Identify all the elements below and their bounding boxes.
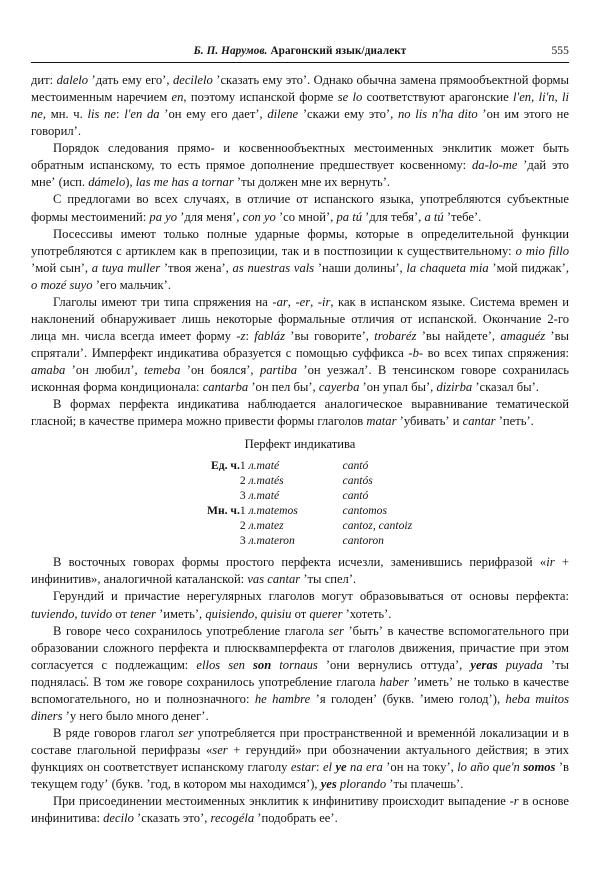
table-row: [188, 533, 412, 548]
text-run: :: [116, 107, 125, 122]
cantar-form: cantomos: [342, 504, 387, 518]
text-run: ʼты плачешьʼ.: [386, 777, 464, 792]
text-run: Порядок следования прямо- и косвеннообъектных местоименных энклитик может быть обратным испанскому, то есть прямое дополнение предшествует косвенному:: [31, 141, 569, 173]
term: el: [322, 760, 336, 775]
text-run: ʼон пел быʼ,: [248, 380, 319, 395]
text-run: Глаголы имеют три типа спряжения на: [53, 294, 273, 309]
text-run: ʼсказал быʼ.: [472, 380, 539, 395]
page-number: 555: [551, 45, 569, 57]
text-run: в основе инфинитива:: [31, 794, 569, 826]
term: na era: [346, 760, 383, 775]
table-row: [188, 473, 412, 488]
paragraph-2: [31, 140, 569, 191]
matar-form: maté: [256, 489, 280, 503]
text-run: С предлогами во всех случаях, в отличие от испанского языка, употребляются субъектные формы местоимений:: [31, 192, 569, 224]
term: en: [171, 90, 184, 105]
text-run: ʼон ему его даетʼ,: [159, 107, 268, 122]
term: l'en, li'n, li ne,: [31, 90, 570, 122]
term: fabláz: [254, 328, 286, 343]
number-label: [188, 533, 240, 548]
table-row: [188, 458, 412, 473]
text-run: от: [112, 606, 131, 621]
text-run: :: [316, 760, 323, 775]
text-run: ʼон любилʼ,: [65, 363, 145, 378]
term: ser: [212, 743, 228, 757]
term: trobaréz: [374, 328, 417, 343]
term: quisiendo, quisiu: [205, 606, 292, 621]
paragraph-10: [31, 725, 569, 793]
conjugation-table-body: [188, 458, 412, 548]
term: a tú: [424, 209, 444, 224]
term: cantarba: [202, 380, 249, 395]
text-run: , как в испанском языке. Система времен и наклонений обнаруживает лишь некоторые формальные отличия от испанской. Окончание 2-го лица мн. числа всегда имеет форму: [31, 294, 570, 343]
term: amaguéz: [500, 328, 546, 343]
term: plorando: [336, 777, 387, 792]
number-label: [188, 473, 240, 488]
term: a tuya muller: [91, 260, 161, 275]
term: decilelo: [172, 73, 213, 87]
number-label: [188, 488, 240, 503]
text-run: В формах перфекта индикатива наблюдается аналогическое выравнивание тематической гласной; в качестве примера можно привести формы глаголов: [31, 397, 569, 429]
text-run: ʼты поднялась̓. В том же говоре сохранилось употребление глагола: [31, 657, 569, 689]
term: las me has a tornar: [135, 175, 234, 190]
person-abbrev: л.: [248, 519, 257, 533]
person-abbrev: л.: [248, 534, 257, 548]
matar-form: materon: [256, 534, 295, 548]
term: decilo: [103, 811, 134, 826]
text-run: ʼдля меняʼ,: [177, 209, 243, 224]
table-row: [188, 488, 412, 503]
text-run: ʼсказать ему этоʼ. Однако обычна замена прямообъектной формы местоименным наречием: [31, 73, 569, 105]
term: ir: [546, 555, 555, 570]
term: cantar: [462, 414, 496, 429]
paragraph-3: [31, 191, 569, 225]
term: -ar: [272, 294, 288, 309]
person-number: 2: [239, 474, 246, 488]
text-run: ʼубиватьʼ и: [396, 414, 463, 429]
number-label: Ед. ч.: [211, 459, 240, 473]
person-label: [240, 473, 257, 488]
cantar-form: cantó: [342, 459, 369, 473]
text-run: ʼдля тебяʼ,: [362, 209, 425, 224]
running-head-author: Б. П. Нарумов.: [193, 45, 268, 57]
text-run: ),: [125, 175, 136, 190]
text-run: ʼсо мнойʼ,: [275, 209, 337, 224]
term: vas cantar: [247, 572, 301, 587]
text-run: , поэтому испанской форме: [183, 90, 338, 105]
number-label: Мн. ч.: [207, 504, 240, 518]
text-run: от: [291, 606, 310, 621]
text-run: мн. ч.: [46, 107, 88, 122]
person-abbrev: л.: [248, 504, 257, 518]
term: ellos sen: [196, 657, 254, 672]
term: tornaus: [271, 657, 318, 672]
text-run: ʼтебеʼ.: [443, 209, 482, 224]
text-run: + инфинитив», аналогичной каталанской:: [31, 555, 569, 587]
person-number: 1: [239, 504, 246, 518]
text-run: ʼмой пиджакʼ,: [488, 260, 569, 275]
text-run: В ряде говоров глагол: [53, 725, 179, 740]
text-run: ʼон боялсяʼ,: [180, 363, 260, 378]
text-run: ʼнаши долиныʼ,: [314, 260, 407, 275]
person-abbrev: л.: [248, 474, 257, 488]
text-run: соответствуют арагонские: [362, 90, 514, 105]
text-run: ʼего мальчикʼ.: [92, 277, 171, 292]
paragraph-6: [31, 396, 569, 430]
term: da-lo-me: [471, 158, 518, 173]
cantar-form: cantoron: [342, 534, 384, 548]
cantar-form: cantoz, cantoiz: [342, 519, 413, 533]
term: se lo: [337, 90, 363, 105]
text-run: ʼскажи ему этоʼ,: [298, 107, 398, 122]
text-run: :: [245, 328, 255, 343]
text-run: При присоединении местоименных энклитик к инфинитиву происходит выпадение: [53, 794, 510, 809]
term: dilene: [267, 107, 299, 122]
paragraph-1: [31, 72, 569, 140]
text-run: ʼдать ему егоʼ,: [88, 73, 173, 87]
text-run: ʼпетьʼ.: [495, 414, 534, 429]
term: la chaqueta mia: [406, 260, 489, 275]
term: o mio fillo: [515, 243, 569, 258]
text-run: употребляется при пространственной и временнóй локализации и в составе глагольной перифразы «: [31, 725, 570, 757]
term: amaba: [31, 363, 66, 378]
text-run: ,: [287, 294, 296, 309]
text-run: ʼты должен мне их вернутьʼ.: [233, 175, 391, 190]
matar-form: matemos: [256, 504, 298, 518]
text-run: В говоре чесо сохранилось употребление глагола: [53, 623, 329, 638]
text-run: ,: [310, 294, 318, 309]
term-emphasis: ye: [335, 760, 347, 775]
running-head-title: Арагонский язык/диалект: [270, 45, 407, 57]
cantar-form: cantós: [342, 474, 373, 488]
person-label: [240, 458, 257, 473]
matar-form: matez: [256, 519, 284, 533]
term-emphasis: somos: [523, 760, 556, 775]
text-run: ʼбытьʼ в качестве вспомогательного при образовании сложного перфекта и плюсквамперфекта от глаголов движения, причастие при этом согласуется с подлежащим:: [31, 623, 569, 672]
person-abbrev: л.: [248, 489, 257, 503]
paragraph-7: [31, 554, 569, 588]
term: pa yo: [149, 209, 178, 224]
term: temeba: [144, 363, 181, 378]
matar-form: maté: [256, 459, 280, 473]
person-label: [240, 503, 257, 518]
text-run: ʼсказать этоʼ,: [133, 811, 211, 826]
text-run: ʼон уезжалʼ. В тенсинском говоре сохранилась исконная форма кондиционала:: [31, 363, 569, 395]
text-run: ʼхотетьʼ.: [342, 606, 392, 621]
person-number: 3: [239, 534, 246, 548]
term: -r: [509, 794, 519, 809]
text-run: ʼвы спряталиʼ. Имперфект индикатива образуется с помощью суффикса: [31, 328, 569, 360]
term: ser: [178, 725, 194, 740]
table-row: [188, 518, 412, 533]
text-run: ʼвы говоритеʼ,: [285, 328, 375, 343]
term: -b-: [408, 346, 424, 360]
term-emphasis: son: [253, 657, 272, 672]
term: l'en da: [124, 107, 160, 122]
text-run: + герундий» при обозначении актуального действия; в этих функциях он соответствует испанскому глаголу: [31, 743, 569, 775]
term-emphasis: yes: [320, 777, 337, 792]
person-number: 1: [239, 459, 246, 473]
term: partiba: [259, 363, 298, 378]
text-run: ʼдай это мнеʼ (исп.: [31, 158, 569, 190]
term: lis ne: [87, 107, 116, 122]
text-run: ʼя голоденʼ (букв. ʼимею голодʼ),: [310, 691, 506, 706]
text-run: ʼони вернулись оттудаʼ,: [317, 657, 471, 672]
term: haber: [379, 674, 410, 689]
term: querer: [309, 606, 343, 621]
body-text: [31, 72, 569, 827]
text-run: ʼон на токуʼ,: [382, 760, 458, 775]
term: lo año que'n: [457, 760, 524, 775]
person-number: 3: [239, 489, 246, 503]
term: ser: [328, 623, 344, 638]
term: o mozé suyo: [31, 277, 93, 292]
table-row: [188, 503, 412, 518]
text-run: во всех типах спряжения:: [423, 346, 569, 360]
text-run: Герундий и причастие нерегулярных глаголов могут образовываться от основы перфекта:: [53, 589, 569, 604]
text-run: Посессивы имеют только полные ударные формы, которые в определительной функции употребляются с артиклем как в препозиции, так и в постпозиции к существительному:: [31, 226, 569, 258]
person-abbrev: л.: [248, 459, 257, 473]
paragraph-5: [31, 294, 569, 396]
person-label: [240, 488, 257, 503]
paragraph-11: [31, 793, 569, 827]
term: -z: [236, 328, 246, 343]
text-run: В восточных говорах формы простого перфекта исчезли, заменившись перифразой «: [53, 555, 547, 570]
term: -ir: [317, 294, 331, 309]
text-run: ʼиметьʼ не только в качестве вспомогательного, но и полнозначного:: [31, 674, 569, 706]
text-run: ʼподобрать ееʼ.: [254, 811, 338, 826]
term: cayerba: [318, 380, 360, 395]
term: recogéla: [210, 811, 255, 826]
text-run: ʼон им этого не говорилʼ.: [31, 107, 570, 139]
person-label: [240, 518, 257, 533]
term: as nuestras vals: [232, 260, 315, 275]
term: pa tú: [336, 209, 362, 224]
term: no lis n'ha dito: [397, 107, 478, 122]
conjugation-table: [188, 458, 412, 548]
running-head: [31, 45, 569, 60]
term: tuviendo, tuvido: [31, 606, 113, 621]
paragraph-8: [31, 588, 569, 622]
term: -er: [295, 294, 311, 309]
term: puyada: [497, 657, 543, 672]
term: dizirba: [436, 380, 473, 395]
term: dámelo: [88, 175, 126, 190]
text-run: дит:: [31, 73, 57, 87]
term-emphasis: yeras: [470, 657, 498, 672]
cantar-form: cantó: [342, 489, 369, 503]
text-run: ʼвы найдетеʼ,: [416, 328, 501, 343]
term: estar: [290, 760, 317, 775]
text-run: ʼон упал быʼ,: [359, 380, 437, 395]
term: he hambre: [254, 691, 311, 706]
person-number: 2: [239, 519, 246, 533]
term: dalelo: [56, 73, 89, 87]
term: con yo: [242, 209, 276, 224]
term: heba muitos diners: [31, 691, 570, 723]
text-run: ʼтвоя женаʼ,: [160, 260, 233, 275]
paragraph-4: [31, 226, 569, 294]
term: matar: [366, 414, 397, 429]
person-label: [240, 533, 257, 548]
number-label: [188, 518, 240, 533]
matar-form: matés: [256, 474, 284, 488]
table-caption: Перфект индикатива: [244, 437, 356, 452]
text-run: ʼиметьʼ,: [155, 606, 206, 621]
text-run: ʼв текущем годуʼ (букв. ʼгод, в котором мы находимсяʼ),: [31, 760, 569, 792]
text-run: ʼу него было много денегʼ.: [62, 708, 209, 723]
term: tener: [130, 606, 156, 621]
text-run: ʼмой сынʼ,: [31, 260, 92, 275]
header-divider: [31, 62, 569, 63]
paragraph-9: [31, 623, 569, 725]
text-run: ʼты спелʼ.: [300, 572, 357, 587]
